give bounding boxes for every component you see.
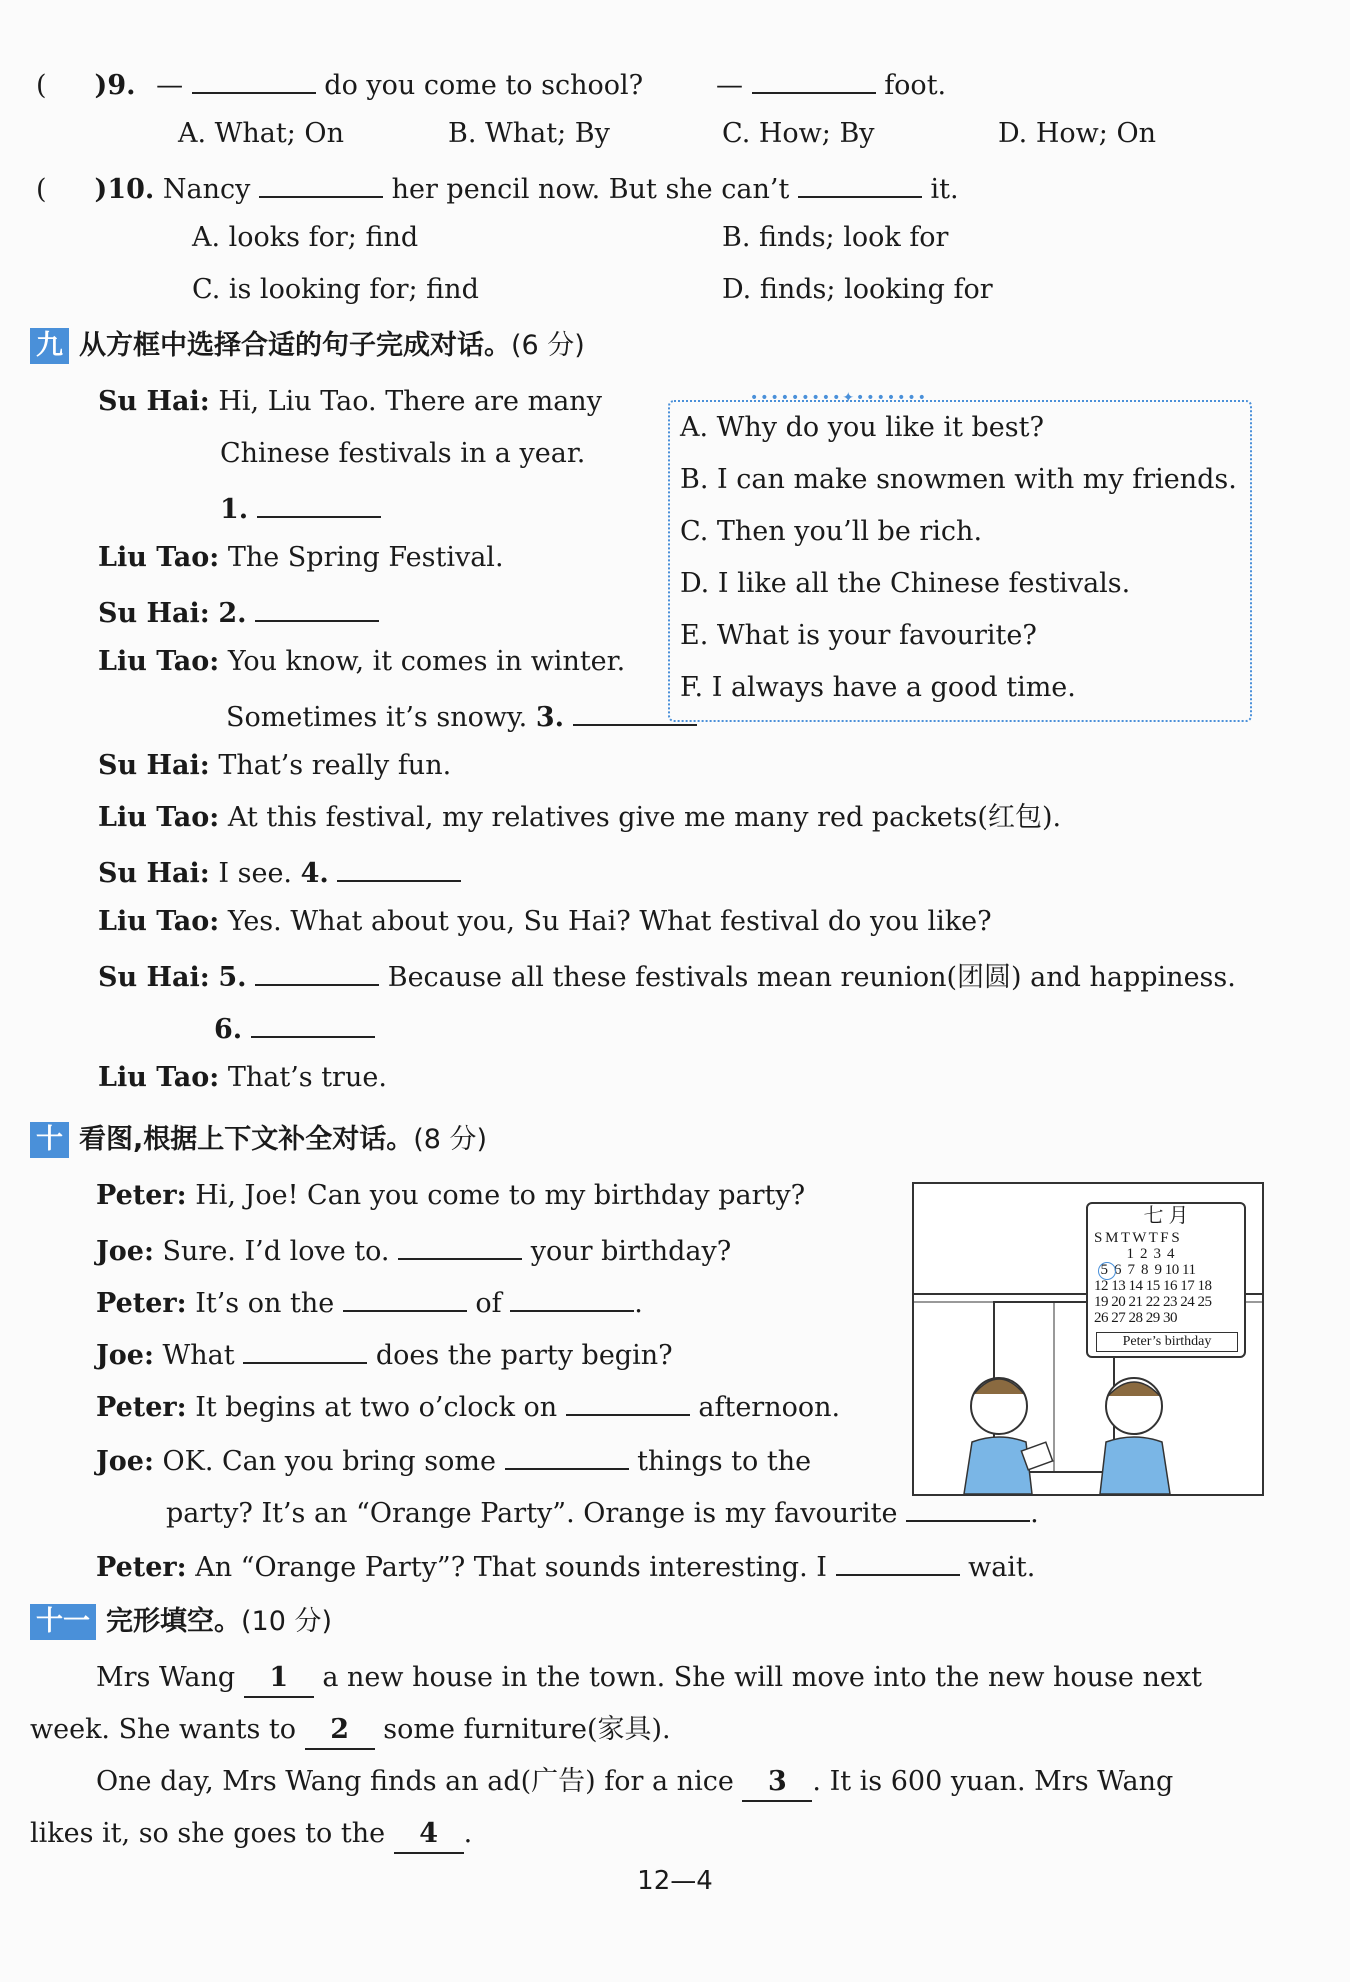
- question-text: her pencil now. But she can’t: [391, 174, 790, 205]
- line-text: At this festival, my relatives give me many red packets(红包).: [227, 802, 1062, 833]
- calendar: [1086, 1202, 1246, 1358]
- option-c: C. How; By: [722, 118, 875, 149]
- speaker: Liu Tao:: [98, 906, 220, 937]
- dialogue-line: [166, 1492, 1039, 1532]
- answer-blank[interactable]: [243, 1334, 367, 1364]
- cloze-line: [30, 1816, 472, 1854]
- line-text: What: [162, 1340, 235, 1371]
- line-text: things to the: [637, 1446, 812, 1477]
- line-text: OK. Can you bring some: [162, 1446, 496, 1477]
- section-number-badge: 十一: [30, 1604, 96, 1640]
- line-text: party? It’s an “Orange Party”. Orange is my favourite: [166, 1498, 898, 1529]
- line-text: wait.: [968, 1552, 1036, 1583]
- section-10-heading: [30, 1120, 487, 1160]
- option-a: A. looks for; find: [192, 222, 419, 253]
- dialogue-line: [98, 592, 379, 632]
- answer-blank[interactable]: [510, 1282, 634, 1312]
- speaker: Joe:: [96, 1236, 154, 1267]
- question-number: )10.: [94, 174, 155, 205]
- dialogue-line: [98, 1060, 387, 1096]
- line-text: does the party begin?: [375, 1340, 673, 1371]
- line-text: That’s really fun.: [218, 750, 452, 781]
- blank-number: 4.: [300, 858, 329, 889]
- question-10: [36, 168, 959, 208]
- section-9-heading: [30, 326, 585, 366]
- line-text: I see.: [218, 858, 293, 889]
- section-title: 从方框中选择合适的句子完成对话。: [79, 330, 511, 361]
- section-points: (6 分): [511, 330, 585, 361]
- calendar-week: 19 20 21 22 23 24 25: [1094, 1294, 1212, 1310]
- calendar-week: 12 13 14 15 16 17 18: [1094, 1278, 1212, 1294]
- blank-number: 3.: [535, 702, 564, 733]
- question-number: )9.: [94, 70, 136, 101]
- answer-blank[interactable]: [337, 852, 461, 882]
- question-text: foot.: [884, 70, 947, 101]
- answer-paren-open: (: [36, 70, 47, 101]
- speaker: Su Hai:: [98, 598, 210, 629]
- answer-blank[interactable]: [566, 1386, 690, 1416]
- answer-blank[interactable]: [255, 592, 379, 622]
- blank-number: 5.: [218, 962, 247, 993]
- dialogue-line: [96, 1440, 811, 1480]
- speaker: Peter:: [96, 1392, 187, 1423]
- answer-blank[interactable]: [398, 1230, 522, 1260]
- date-circle-marker: [1098, 1262, 1116, 1280]
- line-text: Sometimes it’s snowy.: [226, 702, 528, 733]
- line-text: An “Orange Party”? That sounds interesting. I: [195, 1552, 827, 1583]
- dash: —: [716, 70, 743, 101]
- dialogue-line: [98, 644, 625, 680]
- box-option-c: C. Then you’ll be rich.: [680, 516, 983, 547]
- speaker: Peter:: [96, 1288, 187, 1319]
- section-11-heading: [30, 1602, 332, 1642]
- box-option-e: E. What is your favourite?: [680, 620, 1037, 651]
- paragraph-text: a new house in the town. She will move into the new house next: [322, 1662, 1202, 1693]
- blank-number: 6.: [214, 1014, 243, 1045]
- paragraph-text: Mrs Wang: [96, 1662, 236, 1693]
- line-text: Sure. I’d love to.: [162, 1236, 390, 1267]
- line-text: That’s true.: [227, 1062, 387, 1093]
- box-option-b: B. I can make snowmen with my friends.: [680, 464, 1237, 495]
- answer-blank[interactable]: [798, 168, 922, 198]
- question-text: Nancy: [162, 174, 251, 205]
- calendar-week: 1 2 3 4: [1094, 1246, 1174, 1262]
- option-b: B. What; By: [448, 118, 610, 149]
- line-text: your birthday?: [530, 1236, 732, 1267]
- answer-blank[interactable]: [259, 168, 383, 198]
- page-number: 12—4: [637, 1866, 713, 1896]
- dialogue-line: [220, 488, 381, 528]
- dialogue-line: [96, 1282, 643, 1322]
- speaker: Peter:: [96, 1180, 187, 1211]
- line-text: Hi, Joe! Can you come to my birthday party?: [195, 1180, 806, 1211]
- answer-blank[interactable]: [752, 64, 876, 94]
- answer-blank[interactable]: [192, 64, 316, 94]
- dialogue-line: [220, 436, 585, 472]
- option-d: D. finds; looking for: [722, 274, 993, 305]
- question-text: do you come to school?: [324, 70, 644, 101]
- line-text: afternoon.: [698, 1392, 841, 1423]
- options-box: [668, 390, 1252, 722]
- section-points: (10 分): [241, 1606, 333, 1637]
- dialogue-line: [96, 1546, 1035, 1586]
- cloze-blank[interactable]: 1: [244, 1660, 314, 1698]
- question-9: [36, 64, 643, 104]
- line-text: It’s on the: [195, 1288, 335, 1319]
- section-number-badge: 十: [30, 1122, 69, 1158]
- cloze-line: [96, 1660, 1202, 1698]
- line-text: of: [475, 1288, 502, 1319]
- cloze-line: [30, 1712, 671, 1750]
- box-decoration: •••••••••✦•••••••: [750, 390, 928, 406]
- paragraph-text: week. She wants to: [30, 1714, 297, 1745]
- cloze-blank[interactable]: 4: [394, 1816, 464, 1854]
- line-text: Yes. What about you, Su Hai? What festival do you like?: [227, 906, 992, 937]
- dialogue-line: [96, 1230, 731, 1270]
- paragraph-text: . It is 600 yuan. Mrs Wang: [812, 1766, 1174, 1797]
- line-text: .: [1030, 1498, 1039, 1529]
- speaker: Liu Tao:: [98, 542, 220, 573]
- calendar-note: Peter’s birthday: [1096, 1332, 1238, 1352]
- answer-paren-open: (: [36, 174, 47, 205]
- dialogue-line: [96, 1386, 840, 1426]
- line-text: Because all these festivals mean reunion(团圆) and happiness.: [387, 962, 1236, 993]
- question-text: it.: [930, 174, 959, 205]
- speaker: Su Hai:: [98, 962, 210, 993]
- answer-blank[interactable]: [255, 956, 379, 986]
- answer-blank[interactable]: [836, 1546, 960, 1576]
- speaker: Liu Tao:: [98, 1062, 220, 1093]
- section-title: 完形填空。: [106, 1606, 241, 1637]
- illustration: [912, 1182, 1264, 1496]
- cloze-blank[interactable]: 2: [305, 1712, 375, 1750]
- speaker: Peter:: [96, 1552, 187, 1583]
- dash: —: [156, 70, 184, 101]
- speaker: Liu Tao:: [98, 646, 220, 677]
- dialogue-line: [96, 1178, 805, 1214]
- cloze-line: [96, 1764, 1173, 1802]
- paragraph-text: some furniture(家具).: [383, 1714, 671, 1745]
- answer-blank[interactable]: [257, 488, 381, 518]
- calendar-week: 5 6 7 8 9 10 11: [1094, 1262, 1196, 1278]
- calendar-weekdays: S M T W T F S: [1094, 1230, 1180, 1246]
- answer-blank[interactable]: [906, 1492, 1030, 1522]
- section-number-badge: 九: [30, 328, 69, 364]
- option-b: B. finds; look for: [722, 222, 949, 253]
- dialogue-line: [98, 956, 1236, 996]
- question-9-response: [716, 64, 946, 104]
- box-option-a: A. Why do you like it best?: [680, 412, 1044, 443]
- cloze-blank[interactable]: 3: [742, 1764, 812, 1802]
- speaker: Joe:: [96, 1340, 154, 1371]
- dialogue-line: [226, 696, 697, 736]
- speaker: Su Hai:: [98, 386, 210, 417]
- box-option-d: D. I like all the Chinese festivals.: [680, 568, 1131, 599]
- dialogue-line: [98, 540, 504, 576]
- answer-blank[interactable]: [573, 696, 697, 726]
- calendar-month: 七 月: [1143, 1205, 1189, 1227]
- paragraph-text: One day, Mrs Wang finds an ad(广告) for a nice: [96, 1766, 734, 1797]
- answer-blank[interactable]: [251, 1008, 375, 1038]
- line-text: It begins at two o’clock on: [195, 1392, 558, 1423]
- speaker: Joe:: [96, 1446, 154, 1477]
- box-option-f: F. I always have a good time.: [680, 672, 1076, 703]
- dialogue-line: [214, 1008, 375, 1048]
- answer-blank[interactable]: [343, 1282, 467, 1312]
- blank-number: 1.: [220, 494, 249, 525]
- dialogue-line: [98, 384, 602, 420]
- speaker: Liu Tao:: [98, 802, 220, 833]
- dialogue-line: [98, 800, 1061, 836]
- option-c: C. is looking for; find: [192, 274, 479, 305]
- dialogue-line: [98, 748, 451, 784]
- line-text: Hi, Liu Tao. There are many: [218, 386, 602, 417]
- section-title: 看图,根据上下文补全对话。: [79, 1124, 414, 1155]
- section-points: (8 分): [413, 1124, 488, 1155]
- speaker: Su Hai:: [98, 750, 210, 781]
- line-text: .: [634, 1288, 643, 1319]
- dialogue-line: [96, 1334, 673, 1374]
- option-a: A. What; On: [178, 118, 344, 149]
- line-text: You know, it comes in winter.: [227, 646, 626, 677]
- line-text: Chinese festivals in a year.: [220, 438, 586, 469]
- answer-blank[interactable]: [505, 1440, 629, 1470]
- dialogue-line: [98, 904, 992, 940]
- dialogue-line: [98, 852, 461, 892]
- paragraph-text: likes it, so she goes to the: [30, 1818, 386, 1849]
- paragraph-text: .: [463, 1818, 473, 1849]
- blank-number: 2.: [218, 598, 247, 629]
- option-d: D. How; On: [998, 118, 1156, 149]
- calendar-week: 26 27 28 29 30: [1094, 1310, 1177, 1326]
- line-text: The Spring Festival.: [227, 542, 504, 573]
- speaker: Su Hai:: [98, 858, 210, 889]
